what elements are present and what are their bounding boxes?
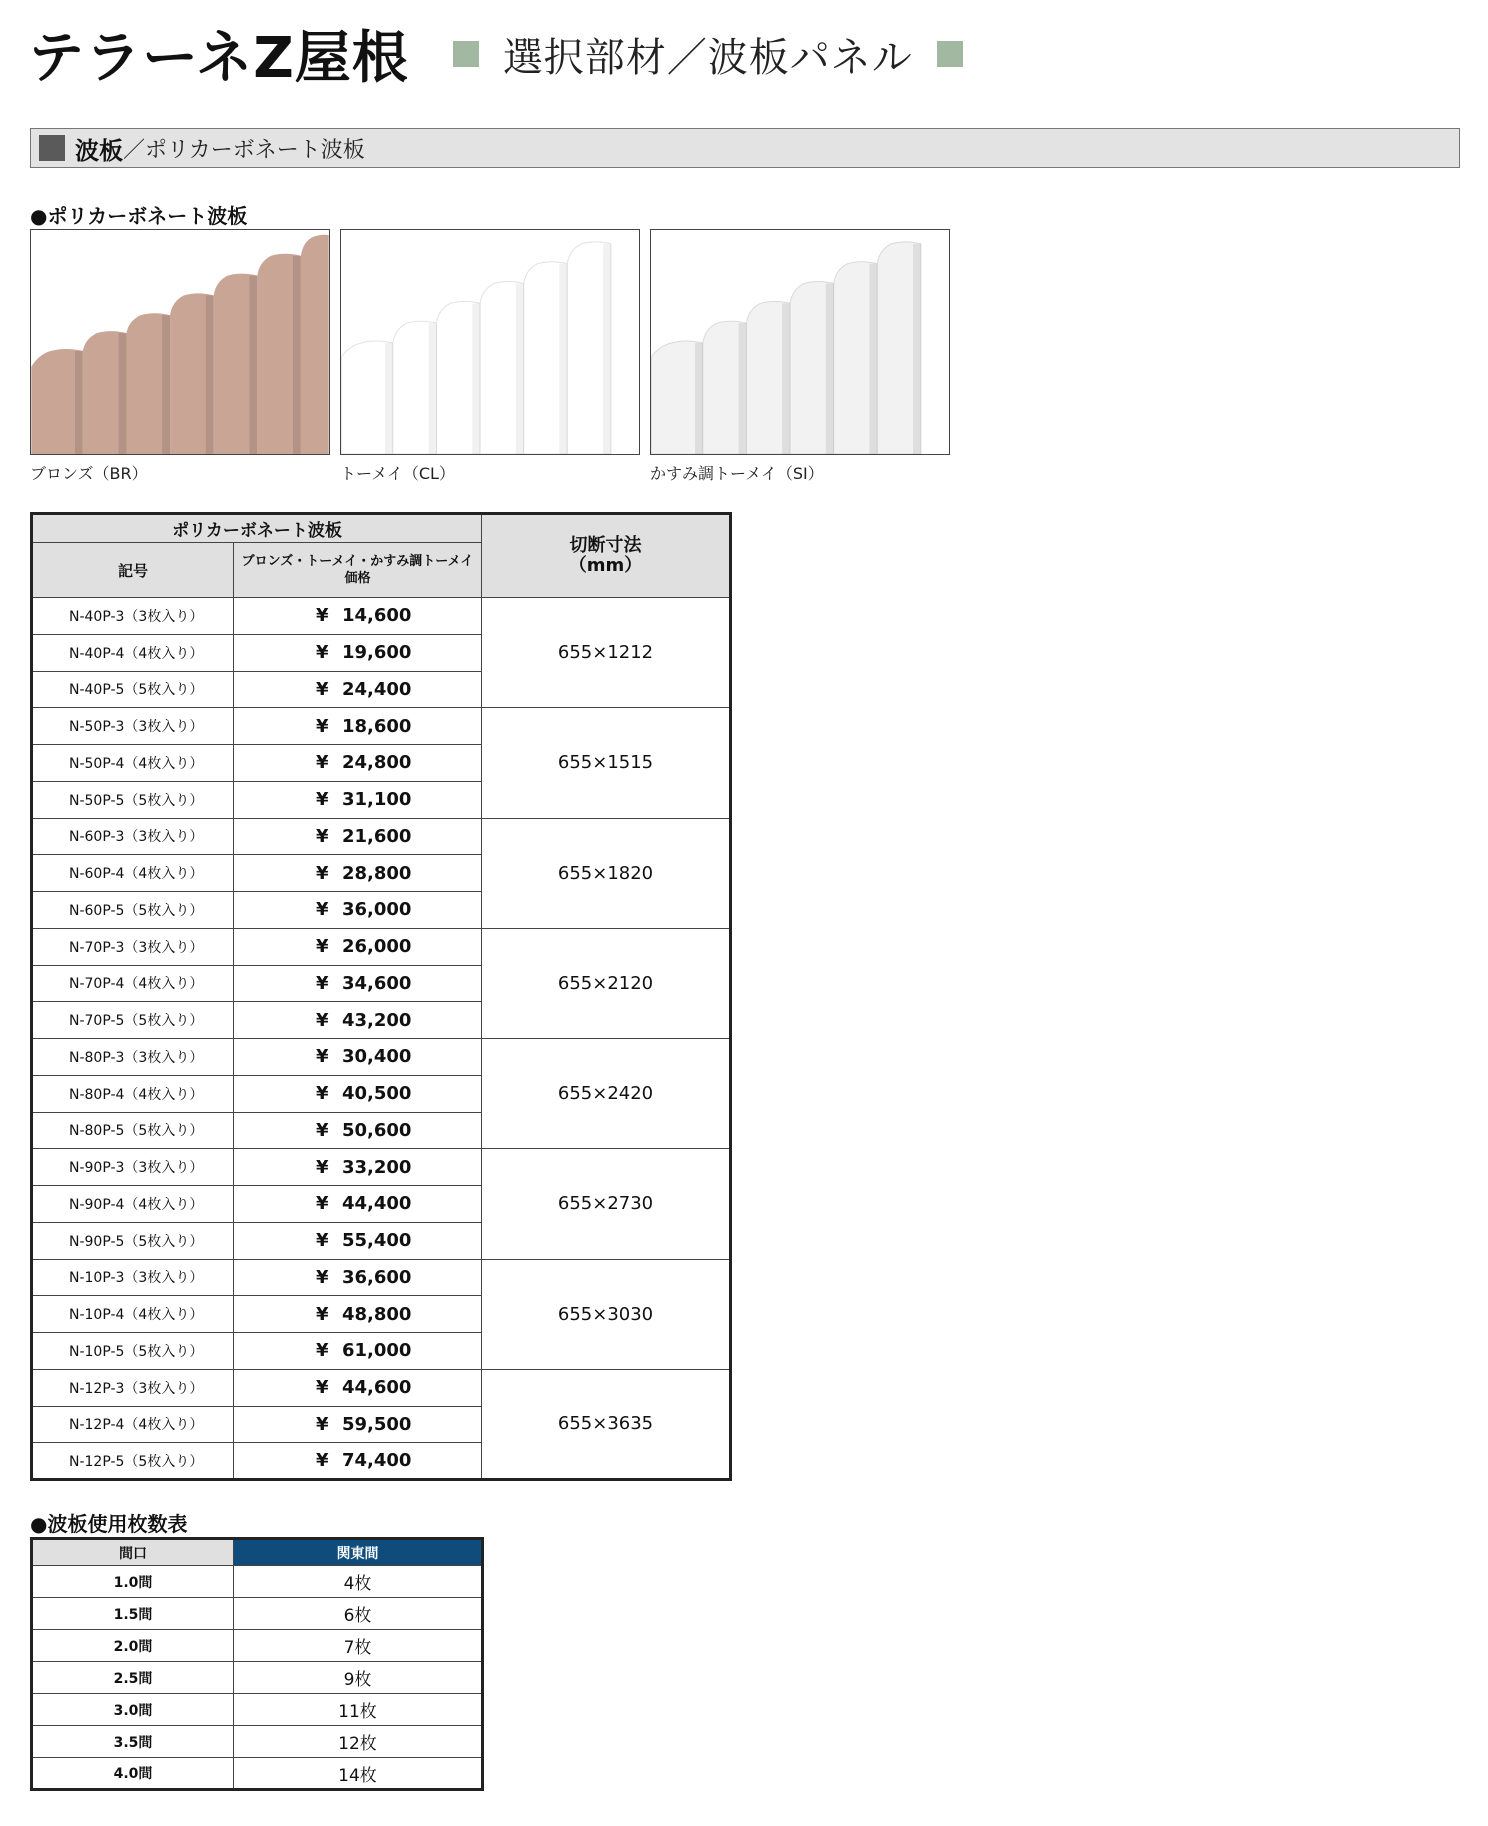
currency-symbol: ¥ <box>316 936 329 958</box>
product-code: N-12P-5（5枚入り） <box>32 1443 234 1480</box>
price-value: 61,000 <box>342 1340 412 1362</box>
product-price <box>234 1369 482 1406</box>
currency-symbol: ¥ <box>316 1340 329 1362</box>
price-value: 34,600 <box>342 972 412 994</box>
table-row <box>32 1039 731 1076</box>
price-value: 36,000 <box>342 899 412 921</box>
panel-count: 9枚 <box>234 1662 483 1694</box>
price-header-line1: ブロンズ・トーメイ・かすみ調トーメイ <box>241 554 474 569</box>
currency-symbol: ¥ <box>316 678 329 700</box>
panel-count: 6枚 <box>234 1598 483 1630</box>
price-table <box>30 512 732 1481</box>
product-code: N-70P-5（5枚入り） <box>32 1002 234 1039</box>
frontage-span: 2.0間 <box>32 1630 234 1662</box>
product-code: N-60P-5（5枚入り） <box>32 892 234 929</box>
table-row <box>32 1149 731 1186</box>
product-code: N-10P-4（4枚入り） <box>32 1296 234 1333</box>
table-row <box>32 1758 483 1790</box>
price-table-price-header <box>234 543 482 598</box>
table-row <box>32 1259 731 1296</box>
cut-size: 655×3030 <box>482 1259 731 1369</box>
panel-count: 12枚 <box>234 1726 483 1758</box>
frontage-span: 2.5間 <box>32 1662 234 1694</box>
table-row <box>32 708 731 745</box>
usage-table-body <box>32 1566 483 1790</box>
currency-symbol: ¥ <box>316 1046 329 1068</box>
frontage-span: 1.0間 <box>32 1566 234 1598</box>
product-price <box>234 1039 482 1076</box>
price-value: 31,100 <box>342 789 412 811</box>
price-value: 74,400 <box>342 1450 412 1472</box>
currency-symbol: ¥ <box>316 1009 329 1031</box>
price-value: 40,500 <box>342 1083 412 1105</box>
currency-symbol: ¥ <box>316 862 329 884</box>
panel-count: 4枚 <box>234 1566 483 1598</box>
currency-symbol: ¥ <box>316 1193 329 1215</box>
product-code: N-40P-4（4枚入り） <box>32 634 234 671</box>
currency-symbol: ¥ <box>316 1377 329 1399</box>
price-table-size-header <box>482 514 731 598</box>
title-row <box>28 18 963 90</box>
corrugated-panel-frosted-image <box>651 230 949 454</box>
product-price <box>234 965 482 1002</box>
corrugated-panel-bronze-image <box>31 230 329 454</box>
currency-symbol: ¥ <box>316 972 329 994</box>
table-row <box>32 1694 483 1726</box>
product-code: N-70P-4（4枚入り） <box>32 965 234 1002</box>
product-code: N-80P-5（5枚入り） <box>32 1112 234 1149</box>
price-value: 36,600 <box>342 1266 412 1288</box>
price-header-line2: 価格 <box>344 571 371 586</box>
product-code: N-70P-3（3枚入り） <box>32 928 234 965</box>
product-price <box>234 1149 482 1186</box>
cut-size: 655×2420 <box>482 1039 731 1149</box>
swatch-caption-frosted: かすみ調トーメイ（SI） <box>650 464 824 483</box>
product-price <box>234 1259 482 1296</box>
currency-symbol: ¥ <box>316 789 329 811</box>
cut-size: 655×1515 <box>482 708 731 818</box>
cut-size: 655×2120 <box>482 928 731 1038</box>
table-row <box>32 928 731 965</box>
table-row <box>32 1726 483 1758</box>
price-value: 21,600 <box>342 825 412 847</box>
currency-symbol: ¥ <box>316 1156 329 1178</box>
product-code: N-40P-3（3枚入り） <box>32 598 234 635</box>
price-value: 14,600 <box>342 605 412 627</box>
section-square-icon <box>39 135 65 161</box>
table-row <box>32 1662 483 1694</box>
price-value: 19,600 <box>342 642 412 664</box>
cut-size: 655×2730 <box>482 1149 731 1259</box>
table-row <box>32 1369 731 1406</box>
usage-col-count-header: 関東間 <box>234 1539 483 1566</box>
currency-symbol: ¥ <box>316 715 329 737</box>
product-price <box>234 634 482 671</box>
currency-symbol: ¥ <box>316 1413 329 1435</box>
product-code: N-60P-4（4枚入り） <box>32 855 234 892</box>
product-price <box>234 1002 482 1039</box>
swatch-clear <box>340 229 640 455</box>
price-value: 50,600 <box>342 1119 412 1141</box>
product-code: N-10P-5（5枚入り） <box>32 1333 234 1370</box>
page-title: テラーネZ屋根 <box>28 26 409 91</box>
swatch-caption-bronze: ブロンズ（BR） <box>30 464 148 483</box>
frontage-span: 1.5間 <box>32 1598 234 1630</box>
price-value: 26,000 <box>342 936 412 958</box>
currency-symbol: ¥ <box>316 642 329 664</box>
price-value: 24,400 <box>342 678 412 700</box>
size-header-line1: 切断寸法 <box>569 535 642 556</box>
product-code: N-80P-3（3枚入り） <box>32 1039 234 1076</box>
product-price <box>234 1186 482 1223</box>
currency-symbol: ¥ <box>316 605 329 627</box>
price-value: 33,200 <box>342 1156 412 1178</box>
currency-symbol: ¥ <box>316 825 329 847</box>
product-code: N-90P-4（4枚入り） <box>32 1186 234 1223</box>
section-header <box>30 128 1460 168</box>
product-code: N-50P-5（5枚入り） <box>32 781 234 818</box>
product-price <box>234 855 482 892</box>
product-price <box>234 1112 482 1149</box>
currency-symbol: ¥ <box>316 1303 329 1325</box>
price-value: 24,800 <box>342 752 412 774</box>
product-code: N-80P-4（4枚入り） <box>32 1075 234 1112</box>
table-row <box>32 1630 483 1662</box>
product-price <box>234 781 482 818</box>
price-value: 44,600 <box>342 1377 412 1399</box>
currency-symbol: ¥ <box>316 1119 329 1141</box>
table-row <box>32 598 731 635</box>
title-square-left-icon <box>453 41 479 67</box>
product-code: N-40P-5（5枚入り） <box>32 671 234 708</box>
price-table-code-header: 記号 <box>32 543 234 598</box>
product-code: N-12P-3（3枚入り） <box>32 1369 234 1406</box>
section-label: 波板 <box>75 136 123 165</box>
price-value: 55,400 <box>342 1230 412 1252</box>
swatch-bronze <box>30 229 330 455</box>
product-code: N-90P-5（5枚入り） <box>32 1222 234 1259</box>
currency-symbol: ¥ <box>316 752 329 774</box>
page-subtitle: 選択部材／波板パネル <box>502 34 913 81</box>
product-price <box>234 1075 482 1112</box>
table-row <box>32 1598 483 1630</box>
cut-size: 655×1820 <box>482 818 731 928</box>
section-sublabel: ／ポリカーボネート波板 <box>123 137 365 163</box>
usage-col-span-header: 間口 <box>32 1539 234 1566</box>
product-price <box>234 745 482 782</box>
frontage-span: 4.0間 <box>32 1758 234 1790</box>
price-value: 59,500 <box>342 1413 412 1435</box>
product-price <box>234 1296 482 1333</box>
panel-count: 14枚 <box>234 1758 483 1790</box>
corrugated-panel-clear-image <box>341 230 639 454</box>
samples-heading: ●ポリカーボネート波板 <box>30 204 248 228</box>
panel-count: 7枚 <box>234 1630 483 1662</box>
cut-size: 655×1212 <box>482 598 731 708</box>
swatch-caption-clear: トーメイ（CL） <box>340 464 455 483</box>
price-value: 30,400 <box>342 1046 412 1068</box>
product-code: N-12P-4（4枚入り） <box>32 1406 234 1443</box>
product-price <box>234 598 482 635</box>
product-price <box>234 818 482 855</box>
price-value: 43,200 <box>342 1009 412 1031</box>
frontage-span: 3.0間 <box>32 1694 234 1726</box>
product-price <box>234 1443 482 1480</box>
currency-symbol: ¥ <box>316 1230 329 1252</box>
currency-symbol: ¥ <box>316 899 329 921</box>
product-code: N-50P-3（3枚入り） <box>32 708 234 745</box>
price-value: 18,600 <box>342 715 412 737</box>
usage-heading: ●波板使用枚数表 <box>30 1512 188 1536</box>
currency-symbol: ¥ <box>316 1266 329 1288</box>
product-code: N-90P-3（3枚入り） <box>32 1149 234 1186</box>
product-price <box>234 1406 482 1443</box>
table-row <box>32 818 731 855</box>
price-value: 48,800 <box>342 1303 412 1325</box>
product-code: N-10P-3（3枚入り） <box>32 1259 234 1296</box>
currency-symbol: ¥ <box>316 1450 329 1472</box>
price-value: 44,400 <box>342 1193 412 1215</box>
product-code: N-50P-4（4枚入り） <box>32 745 234 782</box>
title-square-right-icon <box>937 41 963 67</box>
product-price <box>234 892 482 929</box>
frontage-span: 3.5間 <box>32 1726 234 1758</box>
product-price <box>234 1222 482 1259</box>
product-price <box>234 928 482 965</box>
swatch-frosted <box>650 229 950 455</box>
table-row <box>32 1566 483 1598</box>
price-value: 28,800 <box>342 862 412 884</box>
size-header-line2: （mm） <box>568 555 643 576</box>
product-price <box>234 708 482 745</box>
usage-table <box>30 1537 484 1791</box>
currency-symbol: ¥ <box>316 1083 329 1105</box>
product-price <box>234 671 482 708</box>
product-price <box>234 1333 482 1370</box>
price-table-body <box>32 598 731 1480</box>
product-code: N-60P-3（3枚入り） <box>32 818 234 855</box>
price-table-group-header: ポリカーボネート波板 <box>32 514 482 543</box>
cut-size: 655×3635 <box>482 1369 731 1479</box>
panel-count: 11枚 <box>234 1694 483 1726</box>
